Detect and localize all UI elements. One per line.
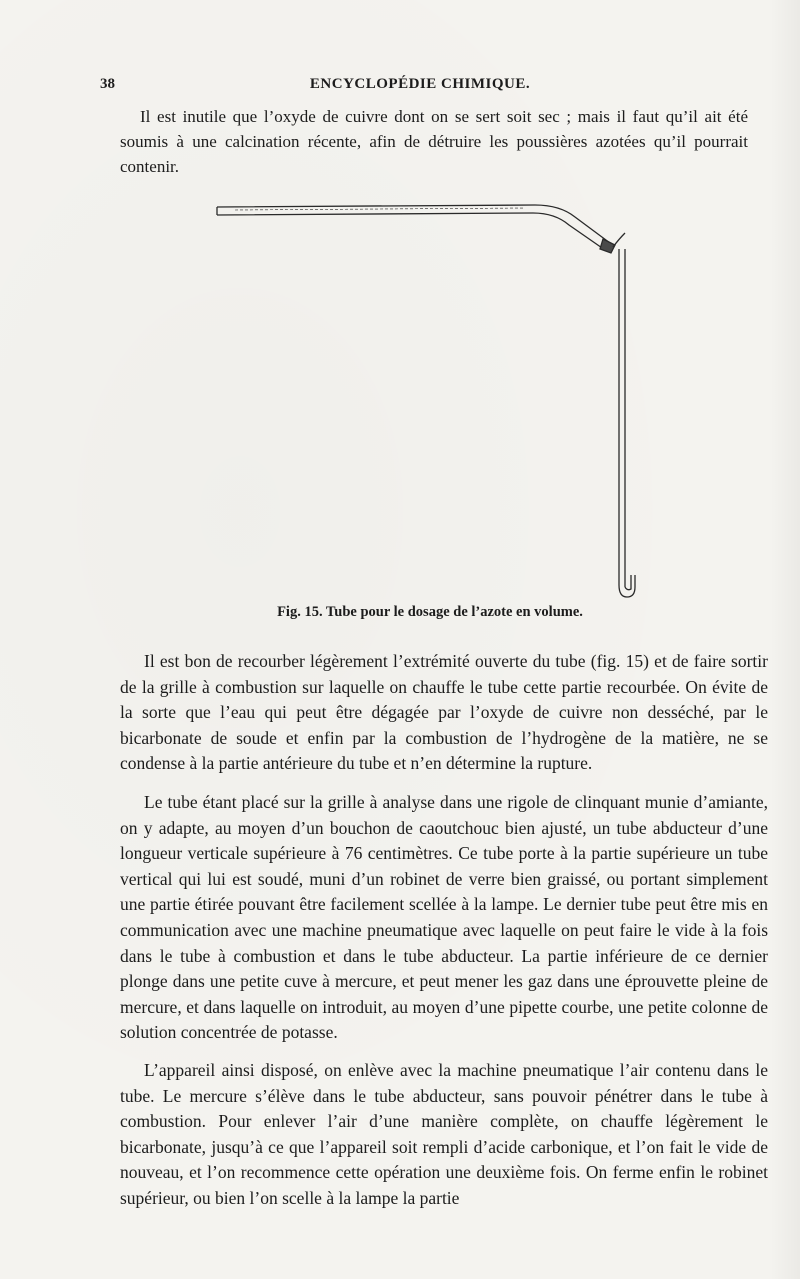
abductor-inner-bend <box>625 575 631 590</box>
figure-tube-illustration <box>215 195 675 615</box>
side-tube <box>613 233 625 247</box>
body-paragraph-1: Il est bon de recourber légèrement l’extrémité ouverte du tube (fig. 15) et de faire sortir de la grille à combustion sur laquelle on chauffe le tube cette partie recourbée. On évite de la sorte que l’eau qui peut être dégagée par l’oxyde de cuivre non desséché, par le bicarbonate de soude et enfin par la combustion de l’hydrogène de la matière, ne se condense à la partie antérieure du tube et n’en détermine la rupture. <box>120 651 768 774</box>
tube-lower-edge <box>217 213 605 250</box>
body-paragraph-2: Le tube étant placé sur la grille à analyse dans une rigole de clinquant munie d’amiante, on y adapte, au moyen d’un bouchon de caoutchouc bien ajusté, un tube abducteur d’une longueur verticale supérieure à 76 centimètres. Ce tube porte à la partie supérieure un tube vertical qui lui est soudé, muni d’un robinet de verre bien graissé, ou portant simplement une partie étirée pouvant être facilement scellée à la lampe. Le dernier tube peut être mis en communication avec une machine pneumatique avec laquelle on peut faire le vide à la fois dans le tube à combustion et dans le tube abducteur. La partie inférieure de ce dernier plonge dans une petite cuve à mercure, et peut mener les gaz dans une éprouvette pleine de mercure, et dans laquelle on introduit, au moyen d’une pipette courbe, une petite colonne de solution concentrée de potasse. <box>120 792 768 1043</box>
tube-contents <box>235 208 525 210</box>
tube-upper-edge <box>217 205 610 243</box>
page-header <box>100 76 740 100</box>
page-edge-shadow <box>770 0 800 1279</box>
intro-paragraph: Il est inutile que l’oxyde de cuivre dont on se sert soit sec ; mais il faut qu’il ait été soumis à une calcination récente, afin de détruire les poussières azotées qu’il pourrait contenir. <box>120 107 748 176</box>
tube-stopper <box>600 239 615 253</box>
running-title: ENCYCLOPÉDIE CHIMIQUE. <box>309 76 531 92</box>
body-paragraph-3: L’appareil ainsi disposé, on enlève avec la machine pneumatique l’air contenu dans le tube. Le mercure s’élève dans le tube abducteur, sans pouvoir pénétrer dans le tube à combustion. Pour enlever l’air d’une manière complète, on chauffe légèrement le bicarbonate, jusqu’à ce que l’appareil soit rempli d’acide carbonique, et l’on fait le vide de nouveau, et l’on recommence cette opération une deuxième fois. On ferme enfin le robinet supérieur, ou bien l’on scelle à la lampe la partie <box>120 1060 768 1208</box>
combustion-tube-drawing <box>215 195 675 615</box>
figure-caption: Fig. 15. Tube pour le dosage de l’azote en volume. <box>277 604 583 620</box>
abductor-bent-end <box>619 575 635 597</box>
page-number: 38 <box>100 76 115 92</box>
